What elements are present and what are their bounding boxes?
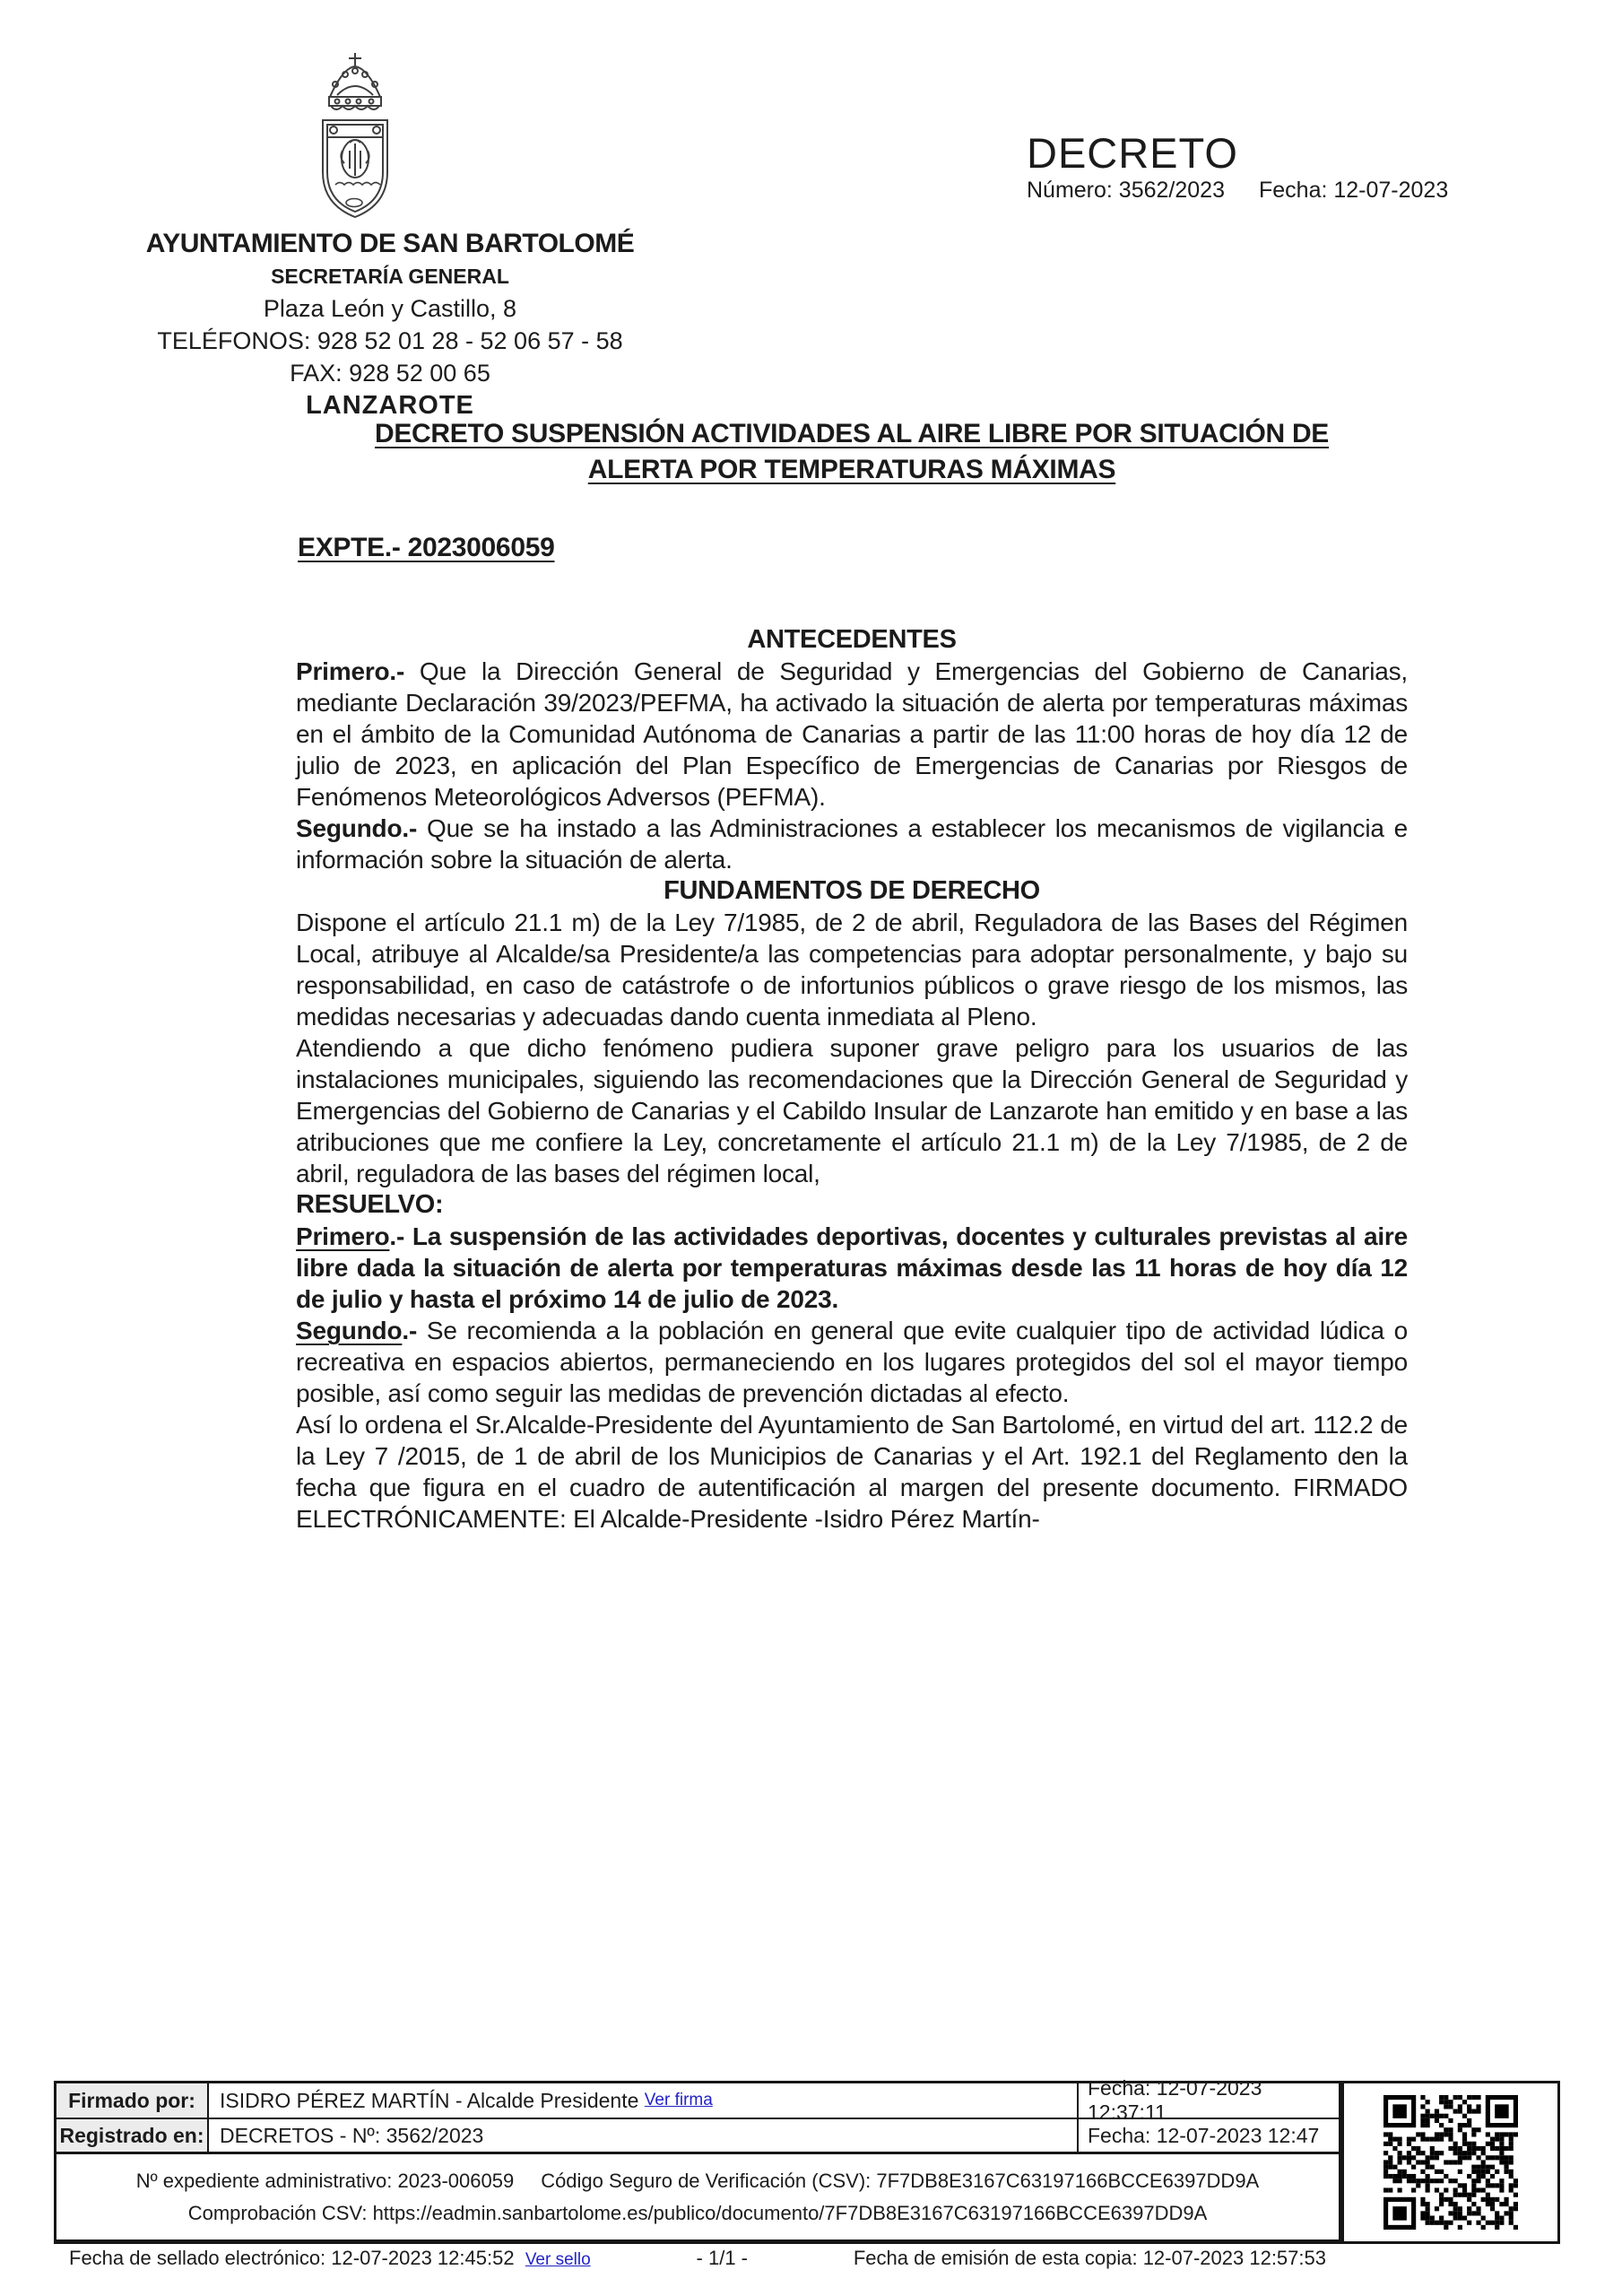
fundamentos-heading: FUNDAMENTOS DE DERECHO: [664, 876, 1040, 905]
registered-date: Fecha: 12-07-2023 12:47: [1077, 2119, 1339, 2152]
electronic-seal-date: Fecha de sellado electrónico: 12-07-2023 12:45:52 Ver sello: [69, 2247, 591, 2269]
registered-value: DECRETOS - Nº: 3562/2023: [220, 2123, 484, 2147]
paragraph-text: La suspensión de las actividades deportivas, docentes y culturales previstas al aire libre dada la situación de alerta por temperaturas máximas desde las 11 horas de hoy día 12 de julio y hasta el próximo 14 de julio de 2023.: [296, 1222, 1408, 1313]
registered-row: [56, 2118, 1339, 2152]
decree-heading: DECRETO: [1027, 129, 1238, 177]
copy-emission-date: Fecha de emisión de esta copia: 12-07-2023 12:57:53: [853, 2247, 1326, 2269]
decree-date: Fecha: 12-07-2023: [1258, 178, 1449, 203]
document-title: [296, 416, 1408, 488]
paragraph-lead: Segundo: [296, 1317, 403, 1344]
resuelvo-segundo-paragraph: Segundo.- Se recomienda a la población en general que evite cualquier tipo de actividad lúdica o recreativa en espacios abiertos, permaneciendo en los lugares protegidos del sol el mayor tiempo posible, así como seguir las medidas de prevención dictadas al efecto.: [296, 1317, 1408, 1407]
csv-section: [56, 2152, 1339, 2239]
resuelvo-primero-paragraph: Primero.- La suspensión de las actividades deportivas, docentes y culturales previstas al aire libre dada la situación de alerta por temperaturas máximas desde las 11 horas de hoy día 12 de julio y hasta el próximo 14 de julio de 2023.: [296, 1222, 1408, 1313]
paragraph-lead: Segundo.-: [296, 814, 418, 842]
csv-check-line: Comprobación CSV: https://eadmin.sanbartolome.es/publico/documento/7F7DB8E3167C63197166BCCE6397DD9A: [187, 2201, 1208, 2224]
csv-code: Código Seguro de Verificación (CSV): 7F7DB8E3167C63197166BCCE6397DD9A: [541, 2169, 1260, 2192]
expediente-csv-line: [136, 2170, 1259, 2193]
fundamentos-paragraph-1: Dispone el artículo 21.1 m) de la Ley 7/1985, de 2 de abril, Reguladora de las Bases del Régimen Local, atribuye al Alcalde/sa Presidente/a las competencias para adoptar personalmente, y bajo su responsabilidad, en caso de catástrofe o de infortunios públicos o grave riesgo de los mismos, las medidas necesarias y adecuadas dando cuenta inmediata al Pleno.: [296, 909, 1408, 1031]
qr-code-box: [1341, 2081, 1560, 2244]
fundamentos-paragraph-2: Atendiendo a que dicho fenómeno pudiera suponer grave peligro para los usuarios de las instalaciones municipales, siguiendo las recomendaciones que la Dirección General de Seguridad y Emergencias del Gobierno de Canarias y el Cabildo Insular de Lanzarote han emitido y en base a las atribuciones que me confiere la Ley, concretamente el artículo 21.1 m) de la Ley 7/1985, de 2 de abril, reguladora de las bases del régimen local,: [296, 1034, 1408, 1187]
paragraph-text: Que la Dirección General de Seguridad y Emergencias del Gobierno de Canarias, mediante Declaración 39/2023/PEFMA, ha activado la situación de alerta por temperaturas máximas en el ámbito de la Comunidad Autónoma de Canarias a partir de las 11:00 horas de hoy día 12 de julio de 2023, en aplicación del Plan Específico de Emergencias de Canarias por Riesgos de Fenómenos Meteorológicos Adversos (PEFMA).: [296, 657, 1408, 811]
coat-of-arms-icon: [303, 50, 409, 222]
decree-meta: [1027, 176, 1448, 204]
document-title-line1: DECRETO SUSPENSIÓN ACTIVIDADES AL AIRE LIBRE POR SITUACIÓN DE: [374, 419, 1330, 448]
ver-sello-link[interactable]: Ver sello: [525, 2250, 591, 2269]
organisation-fax: FAX: 928 52 00 65: [290, 360, 490, 387]
organisation-address: Plaza León y Castillo, 8: [263, 295, 517, 322]
organisation-phones: TELÉFONOS: 928 52 01 28 - 52 06 57 - 58: [157, 327, 623, 354]
registered-label: Registrado en:: [56, 2119, 209, 2152]
antecedentes-heading: ANTECEDENTES: [747, 625, 957, 654]
ver-firma-link[interactable]: Ver firma: [644, 2091, 713, 2109]
expediente-number: EXPTE.- 2023006059: [298, 533, 555, 562]
qr-code-icon: [1383, 2095, 1518, 2230]
decree-header: [1027, 131, 1448, 204]
organisation-header: [99, 228, 681, 422]
antecedentes-segundo-paragraph: [296, 813, 1408, 875]
paragraph-lead: Primero.-: [296, 657, 405, 685]
footer-bottom-strip: [56, 2239, 1339, 2274]
closing-paragraph: Así lo ordena el Sr.Alcalde-Presidente del Ayuntamiento de San Bartolomé, en virtud del art. 112.2 de la Ley 7 /2015, de 1 de abril de los Municipios de Canarias y el Art. 192.1 del Reglamento den la fecha que figura en el cuadro de autentificación al margen del presente documento. FIRMADO ELECTRÓNICAMENTE: El Alcalde-Presidente -Isidro Pérez Martín-: [296, 1411, 1408, 1533]
organisation-name: AYUNTAMIENTO DE SAN BARTOLOMÉ: [145, 229, 635, 258]
paragraph-text: Que se ha instado a las Administraciones a establecer los mecanismos de vigilancia e información sobre la situación de alerta.: [296, 814, 1408, 874]
paragraph-text: Se recomienda a la población en general que evite cualquier tipo de actividad lúdica o recreativa en espacios abiertos, permaneciendo en los lugares protegidos del sol el mayor tiempo posible, así como seguir las medidas de prevención dictadas al efecto.: [296, 1317, 1408, 1407]
signed-date: Fecha: 12-07-2023 12:37:11: [1077, 2083, 1339, 2118]
signed-by-row: [56, 2076, 1339, 2124]
organisation-department: SECRETARÍA GENERAL: [271, 265, 509, 288]
organisation-island: LANZAROTE: [306, 391, 474, 420]
paragraph-lead: Primero: [296, 1222, 390, 1250]
page-indicator: - 1/1 -: [696, 2247, 748, 2269]
document-title-line2: ALERTA POR TEMPERATURAS MÁXIMAS: [587, 455, 1116, 484]
document-body: [296, 624, 1408, 1535]
antecedentes-primero-paragraph: [296, 656, 1408, 813]
expediente-admin-number: Nº expediente administrativo: 2023-006059: [135, 2169, 515, 2192]
decree-number: Número: 3562/2023: [1027, 178, 1225, 203]
signature-footer-table: [54, 2076, 1341, 2269]
resuelvo-heading: RESUELVO:: [296, 1190, 444, 1219]
signed-by-label: Firmado por:: [56, 2083, 209, 2118]
signed-by-value: ISIDRO PÉREZ MARTÍN - Alcalde Presidente Ver firma: [220, 2088, 713, 2112]
